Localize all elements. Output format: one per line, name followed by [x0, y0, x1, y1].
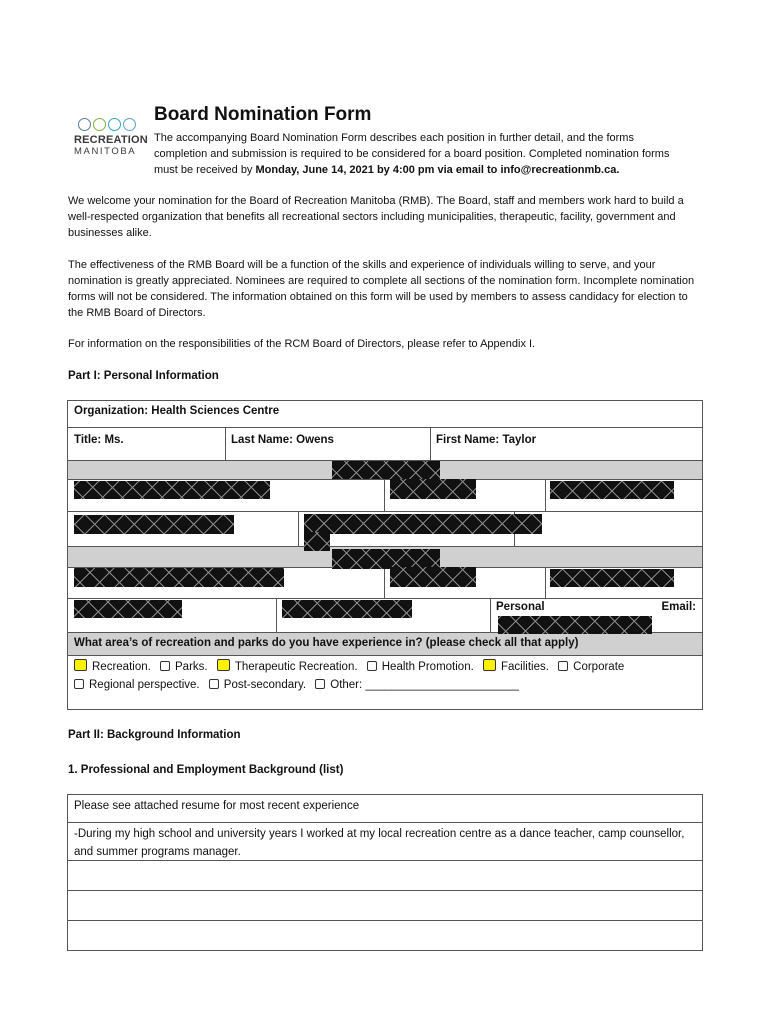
checkbox-icon[interactable]: [558, 661, 568, 671]
options-row-2: [74, 676, 694, 694]
logo-swimmer-icon: [123, 118, 136, 131]
redaction: [390, 479, 476, 499]
title-field: Title: Ms.: [74, 434, 124, 446]
redaction: [74, 600, 182, 618]
redaction: [282, 600, 412, 618]
logo-text-recreation: RECREATION: [74, 134, 148, 146]
areas-question: What area’s of recreation and parks do you have experience in? (please check all that apply): [74, 637, 579, 649]
intro-text-regular: The accompanying Board Nomination Form describes each position in further detail, and the forms completion and submission is required to be considered for a board position. Completed nomination forms must be received by: [154, 132, 670, 176]
redaction: [304, 514, 542, 534]
checkbox-checked-icon[interactable]: [74, 659, 87, 671]
checkbox-icon[interactable]: [315, 679, 325, 689]
first-name-field: First Name: Taylor: [436, 434, 537, 446]
option-other[interactable]: Other: ________________________: [315, 679, 519, 691]
logo-runner-icon: [108, 118, 121, 131]
form-title: Board Nomination Form: [154, 104, 372, 125]
checkbox-icon[interactable]: [367, 661, 377, 671]
organization-field: Organization: Health Sciences Centre: [74, 405, 280, 417]
part1-heading: Part I: Personal Information: [68, 370, 219, 382]
personal-email-label: Personal: [496, 601, 545, 613]
part2-heading: Part II: Background Information: [68, 729, 241, 741]
email-label: Email:: [661, 601, 696, 613]
redaction: [74, 481, 270, 499]
welcome-paragraph: We welcome your nomination for the Board of Recreation Manitoba (RMB). The Board, staff and members work hard to build a well-respected organization that benefits all recreational sectors including municipalities, therapeutic, facility, government and businesses alike.: [68, 195, 684, 239]
option-recreation[interactable]: Recreation.: [74, 661, 151, 673]
option-corporate[interactable]: Corporate: [558, 661, 624, 673]
redaction: [550, 481, 674, 499]
intro-text: [154, 130, 684, 178]
checkbox-icon[interactable]: [74, 679, 84, 689]
logo-cyclist-icon: [93, 118, 106, 131]
employment-row-2: -During my high school and university years I worked at my local recreation centre as a dance teacher, camp counsellor, and summer programs manager.: [74, 828, 685, 858]
redaction: [390, 567, 476, 587]
logo-activity-icons: [78, 118, 146, 132]
employment-row-1: Please see attached resume for most recent experience: [74, 800, 360, 812]
appendix-paragraph: For information on the responsibilities of the RCM Board of Directors, please refer to Appendix I.: [68, 338, 536, 350]
checkbox-icon[interactable]: [160, 661, 170, 671]
redaction: [332, 549, 440, 569]
employment-subheading: 1. Professional and Employment Background (list): [68, 764, 344, 776]
redaction: [74, 568, 284, 587]
effectiveness-paragraph: The effectiveness of the RMB Board will be a function of the skills and experience of individuals willing to serve, and your nomination is greatly appreciated. Nominees are required to complete all sections of the nomination form. Incomplete nomination forms will not be considered. The information obtained on this form will be used by members to assess candidacy for election to the RMB Board of Directors.: [68, 259, 695, 319]
redaction: [550, 569, 674, 587]
recreation-manitoba-logo: [74, 118, 146, 162]
intro-deadline: Monday, June 14, 2021 by 4:00 pm via email to info@recreationmb.ca.: [255, 164, 620, 176]
personal-info-table: [67, 400, 703, 710]
logo-building-icon: [78, 118, 91, 131]
option-parks[interactable]: Parks.: [160, 661, 208, 673]
option-regional-perspective[interactable]: Regional perspective.: [74, 679, 200, 691]
checkbox-checked-icon[interactable]: [217, 659, 230, 671]
redaction: [332, 461, 440, 479]
logo-text-manitoba: MANITOBA: [74, 146, 137, 157]
redaction: [498, 616, 652, 634]
option-therapeutic-recreation[interactable]: Therapeutic Recreation.: [217, 661, 358, 673]
checkbox-checked-icon[interactable]: [483, 659, 496, 671]
last-name-field: Last Name: Owens: [231, 434, 334, 446]
option-facilities[interactable]: Facilities.: [483, 661, 549, 673]
option-post-secondary[interactable]: Post-secondary.: [209, 679, 306, 691]
checkbox-icon[interactable]: [209, 679, 219, 689]
options-row-1: [74, 658, 694, 676]
redaction: [304, 532, 330, 551]
employment-table: [67, 794, 703, 951]
areas-options: [74, 658, 694, 694]
option-health-promotion[interactable]: Health Promotion.: [367, 661, 474, 673]
redaction: [74, 515, 234, 534]
